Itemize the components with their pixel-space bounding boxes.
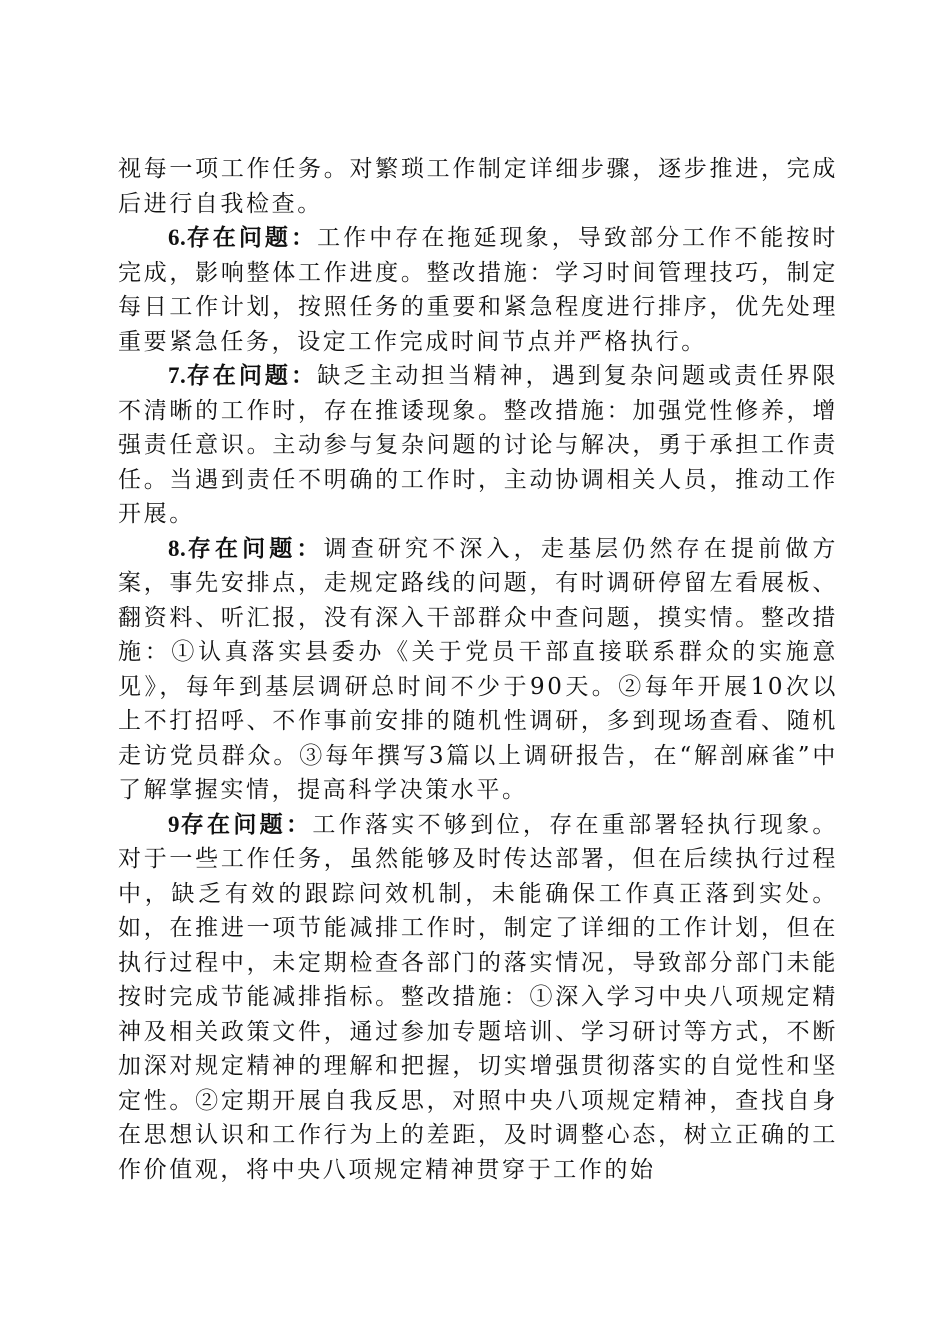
- paragraph-text: 工作落实不够到位，存在重部署轻执行现象。对于一些工作任务，虽然能够及时传达部署，但在后续执行过程中，缺乏有效的跟踪问效机制，未能确保工作真正落到实处。如，在推进一项节能减排工作时，制定了详细的工作计划，但在执行过程中，未定期检查各部门的落实情况，导致部分部门未能按时完成节能减排指标。整改措施：①深入学习中央八项规定精神及相关政策文件，通过参加专题培训、学习研讨等方式，不断加深对规定精神的理解和把握，切实增强贯彻落实的自觉性和坚定性。②定期开展自我反思，对照中央八项规定精神，查找自身在思想认识和工作行为上的差距，及时调整心态，树立正确的工作价值观，将中央八项规定精神贯穿于工作的始: [118, 811, 839, 1183]
- issue-label: 存在问题：: [186, 534, 324, 562]
- issue-paragraph-8: [118, 532, 838, 808]
- issue-number: 9: [168, 811, 180, 837]
- issue-paragraph-6: [118, 221, 838, 359]
- issue-number: 8.: [168, 535, 187, 561]
- paragraph-text: 调查研究不深入，走基层仍然存在提前做方案，事先安排点，走规定路线的问题，有时调研停留左看展板、翻资料、听汇报，没有深入干部群众中查问题，摸实情。整改措施：①认真落实县委办《关于党员干部直接联系群众的实施意见》，每年到基层调研总时间不少于90天。②每年开展10次以上不打招呼、不作事前安排的随机性调研，多到现场查看、随机走访党员群众。③每年撰写3篇以上调研报告，在“解剖麻雀”中了解掌握实情，提高科学决策水平。: [118, 535, 839, 803]
- paragraph-text: 工作中存在拖延现象，导致部分工作不能按时完成，影响整体工作进度。整改措施：学习时间管理技巧，制定每日工作计划，按照任务的重要和紧急程度进行排序，优先处理重要紧急任务，设定工作完成时间节点并严格执行。: [118, 225, 839, 355]
- issue-label: 存在问题：: [186, 362, 318, 389]
- paragraph-text: 视每一项工作任务。对繁琐工作制定详细步骤，逐步推进，完成后进行自我检查。: [118, 156, 838, 217]
- issue-paragraph-9: [118, 808, 838, 1188]
- issue-number: 7.: [168, 363, 187, 388]
- issue-label: 存在问题：: [186, 224, 318, 251]
- paragraph-continuation: [118, 152, 838, 221]
- issue-label: 存在问题：: [180, 810, 313, 838]
- paragraph-text: 缺乏主动担当精神，遇到复杂问题或责任界限不清晰的工作时，存在推诿现象。整改措施：加强党性修养，增强责任意识。主动参与复杂问题的讨论与解决，勇于承担工作责任。当遇到责任不明确的工作时，主动协调相关人员，推动工作开展。: [118, 363, 839, 527]
- document-page: [118, 152, 838, 1187]
- issue-paragraph-7: [118, 359, 838, 532]
- issue-number: 6.: [168, 225, 187, 250]
